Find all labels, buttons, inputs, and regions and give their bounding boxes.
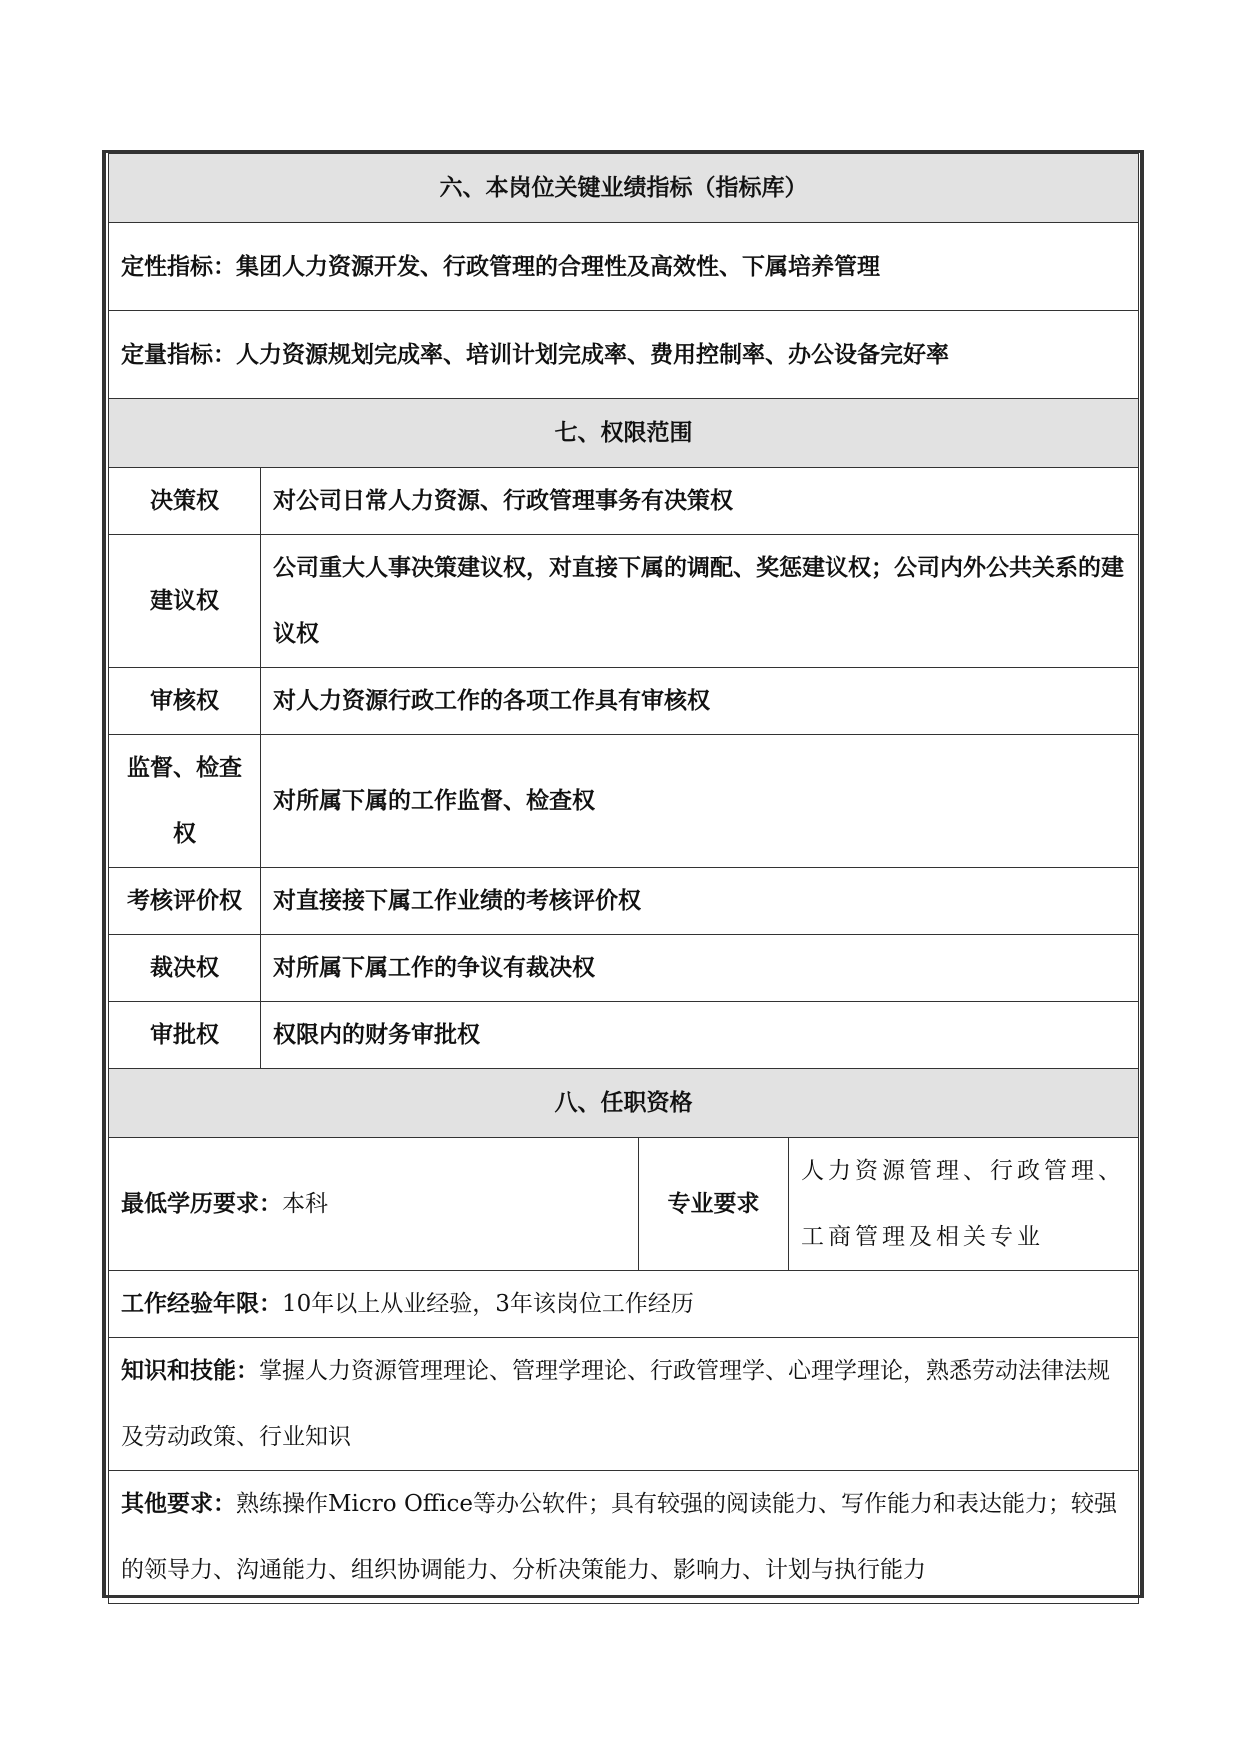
authority-row (109, 535, 1139, 668)
education-major-row (109, 1138, 1139, 1271)
authority-label: 监督、检查权 (109, 735, 261, 868)
authority-desc: 对所属下属工作的争议有裁决权 (261, 935, 1139, 1002)
authority-row (109, 1002, 1139, 1069)
authority-row (109, 868, 1139, 935)
section-header-qualification (109, 1069, 1139, 1138)
section-header-authority (109, 399, 1139, 468)
skills-row (109, 1338, 1139, 1471)
skills-cell (109, 1338, 1139, 1471)
authority-row (109, 935, 1139, 1002)
section-header-kpi (109, 154, 1139, 223)
authority-label: 审核权 (109, 668, 261, 735)
authority-desc: 对直接接下属工作业绩的考核评价权 (261, 868, 1139, 935)
kpi-title: 六、本岗位关键业绩指标（指标库） (109, 154, 1139, 223)
authority-label: 裁决权 (109, 935, 261, 1002)
other-value: 熟练操作Micro Office等办公软件；具有较强的阅读能力、写作能力和表达能力；较强的领导力、沟通能力、组织协调能力、分析决策能力、影响力、计划与执行能力 (121, 1491, 1117, 1583)
education-cell (109, 1138, 639, 1271)
quantitative-indicators: 定量指标：人力资源规划完成率、培训计划完成率、费用控制率、办公设备完好率 (109, 311, 1139, 399)
authority-label: 考核评价权 (109, 868, 261, 935)
experience-cell (109, 1271, 1139, 1338)
authority-label: 决策权 (109, 468, 261, 535)
other-label: 其他要求： (121, 1491, 236, 1517)
authority-title: 七、权限范围 (109, 399, 1139, 468)
qualitative-indicators: 定性指标：集团人力资源开发、行政管理的合理性及高效性、下属培养管理 (109, 223, 1139, 311)
authority-desc: 公司重大人事决策建议权，对直接下属的调配、奖惩建议权；公司内外公共关系的建议权 (261, 535, 1139, 668)
major-label: 专业要求 (639, 1138, 789, 1271)
experience-value: 10年以上从业经验，3年该岗位工作经历 (282, 1291, 694, 1317)
authority-row (109, 468, 1139, 535)
major-value: 人力资源管理、行政管理、工商管理及相关专业 (789, 1138, 1139, 1271)
authority-row (109, 735, 1139, 868)
education-value: 本科 (282, 1191, 328, 1217)
qualification-title: 八、任职资格 (109, 1069, 1139, 1138)
other-row (109, 1471, 1139, 1604)
authority-desc: 对所属下属的工作监督、检查权 (261, 735, 1139, 868)
education-label: 最低学历要求： (121, 1191, 282, 1217)
authority-label: 审批权 (109, 1002, 261, 1069)
authority-desc: 权限内的财务审批权 (261, 1002, 1139, 1069)
skills-value: 掌握人力资源管理理论、管理学理论、行政管理学、心理学理论，熟悉劳动法律法规及劳动政策、行业知识 (121, 1358, 1110, 1450)
authority-row (109, 668, 1139, 735)
job-description-table (108, 153, 1139, 1604)
experience-row (109, 1271, 1139, 1338)
experience-label: 工作经验年限： (121, 1291, 282, 1317)
authority-desc: 对公司日常人力资源、行政管理事务有决策权 (261, 468, 1139, 535)
authority-label: 建议权 (109, 535, 261, 668)
authority-desc: 对人力资源行政工作的各项工作具有审核权 (261, 668, 1139, 735)
skills-label: 知识和技能： (121, 1358, 259, 1384)
other-cell (109, 1471, 1139, 1604)
